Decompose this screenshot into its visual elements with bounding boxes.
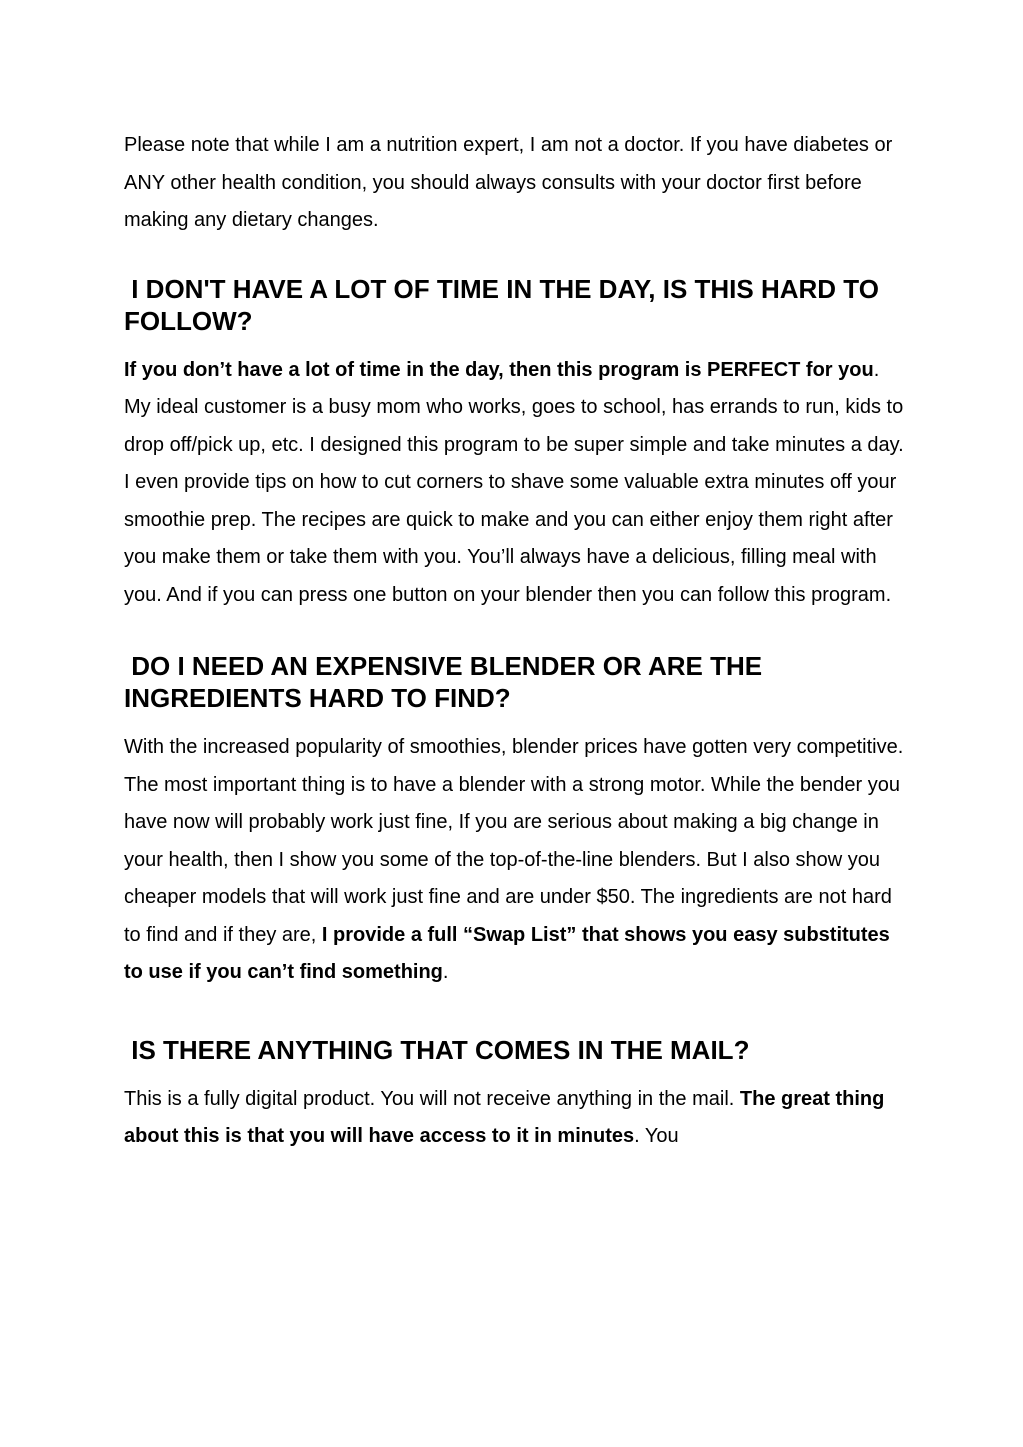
document-page	[124, 127, 904, 1156]
faq-answer-mail	[124, 1081, 904, 1156]
faq-heading-time: I DON'T HAVE A LOT OF TIME IN THE DAY, IS THIS HARD TO FOLLOW?	[124, 273, 887, 336]
answer-end: .	[442, 961, 449, 983]
answer-bold-tail: I provide a full “Swap List” that shows you easy substitutes to use if you can’t find something	[124, 923, 890, 983]
disclaimer-paragraph: Please note that while I am a nutrition expert, I am not a doctor. If you have diabetes or ANY other health condition, you should always consults with your doctor first before making any dietary changes.	[124, 134, 893, 231]
answer-end: . You	[634, 1125, 679, 1147]
answer-bold-tail: The great thing about this is that you will have access to it in minutes	[124, 1087, 885, 1147]
faq-heading-blender: DO I NEED AN EXPENSIVE BLENDER OR ARE THE INGREDIENTS HARD TO FIND?	[124, 651, 770, 713]
answer-text: With the increased popularity of smoothies, blender prices have gotten very competitive. The most important thing is to have a blender with a strong motor. While the bender you have now will probably work just fine, If you are serious about making a big change in your health, then I show you some of the top-of-the-line blenders. But I also show you cheaper models that will work just fine and are under $50. The ingredients are not hard to find and if they are,	[124, 736, 904, 946]
faq-heading-mail: IS THERE ANYTHING THAT COMES IN THE MAIL?	[124, 1034, 750, 1065]
answer-text: This is a fully digital product. You will not receive anything in the mail.	[124, 1087, 740, 1110]
answer-bold-lead: If you don’t have a lot of time in the day, then this program is PERFECT for you	[124, 358, 874, 381]
faq-answer-blender	[124, 729, 904, 992]
answer-text: . My ideal customer is a busy mom who works, goes to school, has errands to run, kids to drop off/pick up, etc. I designed this program to be super simple and take minutes a day. I even provide tips on how to cut corners to shave some valuable extra minutes off your smoothie prep. The recipes are quick to make and you can either enjoy them right after you make them or take them with you. You’ll always have a delicious, filling meal with you. And if you can press one button on your blender then you can follow this program.	[124, 358, 904, 606]
faq-answer-time	[124, 352, 904, 615]
